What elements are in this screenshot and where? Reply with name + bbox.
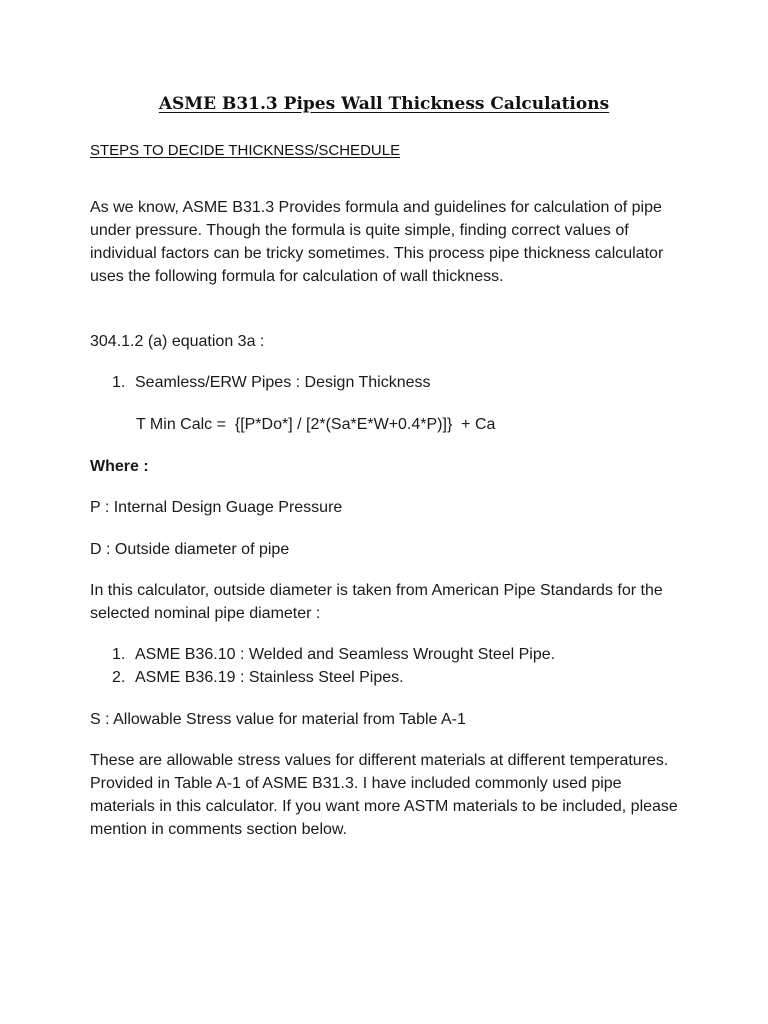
section-subheading: STEPS TO DECIDE THICKNESS/SCHEDULE	[90, 142, 401, 159]
stress-definition: S : Allowable Stress value for material from Table A-1	[90, 711, 466, 728]
intro-paragraph: As we know, ASME B31.3 Provides formula and guidelines for calculation of pipe under pressure. Though the formula is quite simple, finding correct values of individual factors can be tricky sometimes. This process pipe thickness calculator uses the following formula for calculation of wall thickness.	[90, 199, 664, 285]
list-item	[90, 666, 680, 689]
list-item-number: 1.	[112, 374, 126, 391]
outside-diameter-paragraph: In this calculator, outside diameter is taken from American Pipe Standards for the selected nominal pipe diameter :	[90, 582, 663, 622]
document-title: ASME B31.3 Pipes Wall Thickness Calculations	[158, 94, 610, 114]
list-item	[90, 643, 680, 666]
list-item	[90, 371, 680, 394]
diameter-definition: D : Outside diameter of pipe	[90, 541, 290, 558]
list-item-number: 1.	[112, 646, 126, 663]
pressure-definition: P : Internal Design Guage Pressure	[90, 499, 343, 516]
thickness-formula: T Min Calc = {[P*Do*] / [2*(Sa*E*W+0.4*P)]} + Ca	[136, 416, 496, 433]
list-item-text: ASME B36.19 : Stainless Steel Pipes.	[135, 669, 404, 686]
where-label: Where :	[90, 458, 149, 475]
list-item-text: ASME B36.10 : Welded and Seamless Wrought Steel Pipe.	[135, 646, 556, 663]
design-thickness-list	[90, 371, 680, 394]
list-item-text: Seamless/ERW Pipes : Design Thickness	[135, 374, 431, 391]
list-item-number: 2.	[112, 669, 126, 686]
equation-reference: 304.1.2 (a) equation 3a :	[90, 333, 265, 350]
stress-paragraph: These are allowable stress values for different materials at different temperatures. Provided in Table A-1 of ASME B31.3. I have included commonly used pipe materials in this calculator. If you want more ASTM materials to be included, please mention in comments section below.	[90, 752, 678, 838]
standards-list	[90, 643, 680, 689]
